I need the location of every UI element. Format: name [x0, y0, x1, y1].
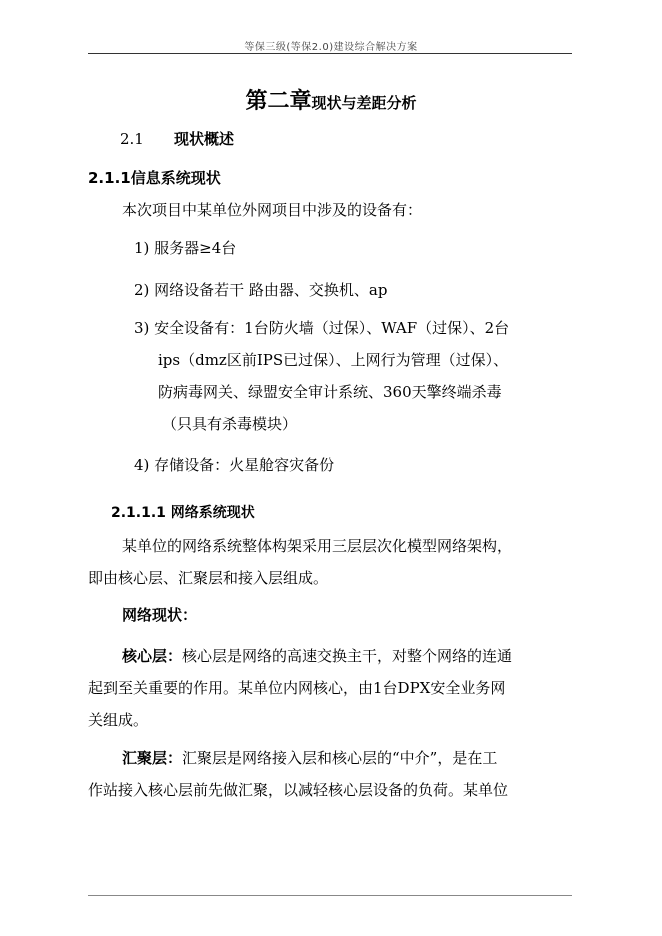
chapter-heading: [0, 84, 662, 115]
list-item-3-line-1: 3) 安全设备有：1台防火墙（过保）、WAF（过保）、2台: [134, 319, 510, 337]
list-item-3-line-3: 防病毒网关、绿盟安全审计系统、360天擎终端杀毒: [158, 383, 502, 401]
list-item-3-line-4: （只具有杀毒模块）: [162, 415, 298, 433]
core-text-1: 核心层是网络的高速交换主干，对整个网络的连通: [182, 647, 513, 665]
subsection-heading: 2.1.1信息系统现状: [88, 169, 221, 187]
page-header-title: 等保三级(等保2.0)建设综合解决方案: [244, 42, 418, 53]
para1-line-1: 某单位的网络系统整体构架采用三层层次化模型网络架构，: [122, 537, 513, 555]
chapter-title: 现状与差距分析: [311, 94, 417, 112]
core-line-3: 关组成。: [88, 711, 149, 729]
core-line-2: 起到至关重要的作用。某单位内网核心，由1台DPX安全业务网: [88, 679, 506, 697]
aggregation-line-2: 作站接入核心层前先做汇聚，以减轻核心层设备的负荷。某单位: [88, 781, 509, 799]
core-line-1: [122, 646, 512, 666]
section-heading: [120, 128, 234, 149]
aggregation-text-1: 汇聚层是网络接入层和核心层的“中介”，是在工: [182, 749, 498, 767]
list-item-2: 2) 网络设备若干 路由器、交换机、ap: [134, 281, 388, 299]
section-title: 现状概述: [174, 130, 235, 148]
intro-paragraph: 本次项目中某单位外网项目中涉及的设备有：: [122, 201, 423, 219]
list-item-4: 4) 存储设备：火星舱容灾备份: [134, 456, 335, 474]
chapter-number: 第二章: [245, 89, 312, 114]
list-item-3-line-2: ips（dmz区前IPS已过保）、上网行为管理（过保）、: [158, 351, 509, 369]
core-label: 核心层：: [122, 647, 183, 665]
aggregation-label: 汇聚层：: [122, 749, 183, 767]
section-number: 2.1: [120, 130, 144, 148]
para1-line-2: 即由核心层、汇聚层和接入层组成。: [88, 569, 329, 587]
network-status-label: 网络现状：: [122, 606, 198, 624]
subsubsection-heading: 2.1.1.1 网络系统现状: [111, 505, 255, 521]
list-item-1: 1) 服务器≥4台: [134, 239, 237, 257]
aggregation-line-1: [122, 748, 497, 768]
footer-divider: [88, 895, 572, 896]
header-divider: [88, 53, 572, 54]
